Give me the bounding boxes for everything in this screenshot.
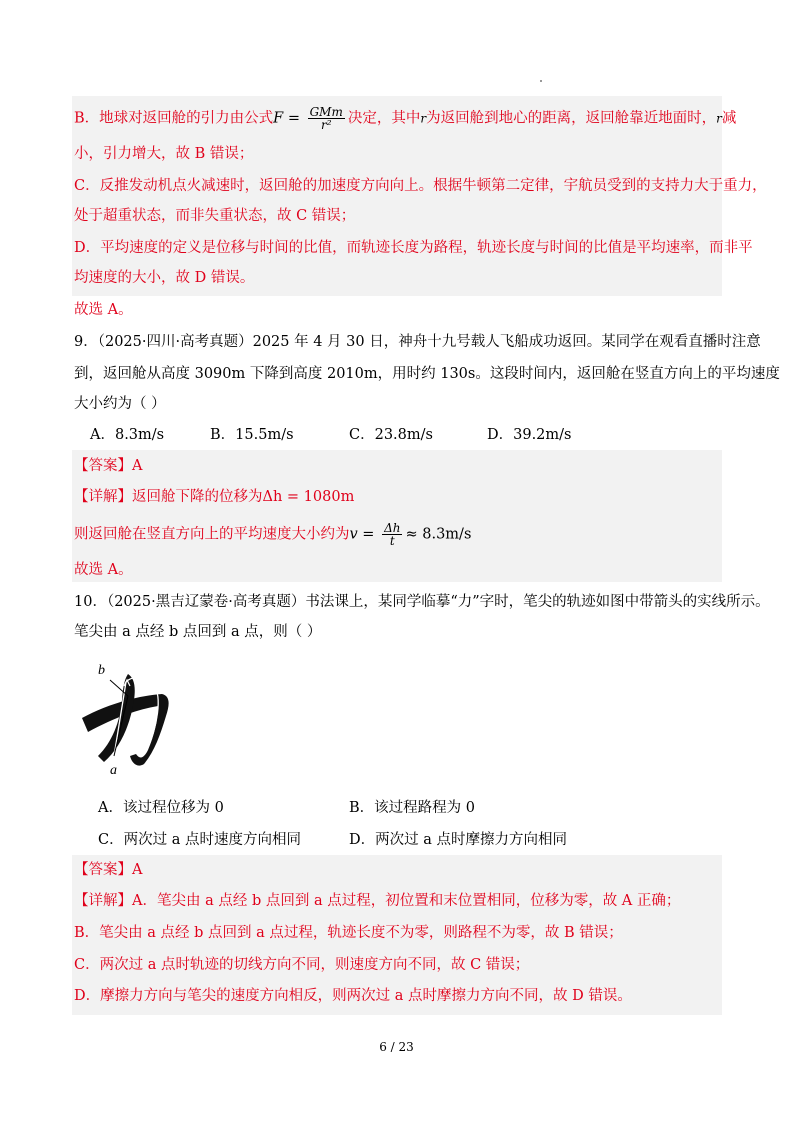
- q9-detail-line2: [74, 522, 722, 547]
- q9-stem-line1: 9．（2025·四川·高考真题）2025 年 4 月 30 日，神舟十九号载人飞船成功返回。某同学在观看直播时注意: [74, 334, 761, 350]
- q9-stem-line3: 大小约为（ ）: [74, 396, 166, 412]
- text: B．地球对返回舱的引力由公式: [74, 110, 274, 127]
- text: 决定，其中: [347, 110, 421, 127]
- label-b: b: [98, 663, 105, 678]
- calligraphy-figure: [74, 656, 184, 776]
- q8-option-d-line1: D．平均速度的定义是位移与时间的比值，而轨迹长度为路程，轨迹长度与时间的比值是平均速率，而非平: [74, 240, 753, 256]
- answer-label: 【答案】: [74, 458, 132, 474]
- q10-option-c: C．两次过 a 点时速度方向相同: [98, 832, 301, 848]
- var-r: r: [420, 111, 427, 126]
- q9-detail-line1: [74, 487, 722, 507]
- q9-option-a: A．8.3m/s: [90, 427, 165, 443]
- q10-detail-d: D．摩擦力方向与笔尖的速度方向相反，则两次过 a 点时摩擦力方向不同，故 D 错误。: [74, 988, 632, 1004]
- answer-value: A: [132, 862, 143, 878]
- q8-conclusion: 故选 A。: [74, 302, 133, 318]
- formula-f: F: [273, 110, 284, 127]
- q9-conclusion: 故选 A。: [74, 562, 133, 578]
- var-r: r: [716, 111, 722, 126]
- q10-detail-b: B．笔尖由 a 点经 b 点回到 a 点过程，轨迹长度不为零，则路程不为零，故 B 错误；: [74, 925, 623, 941]
- formula-num: GMm: [309, 105, 343, 119]
- formula-fraction: [308, 106, 345, 131]
- arrow-icon: [140, 746, 146, 753]
- formula-fraction: [382, 522, 402, 547]
- q9-answer: [74, 456, 722, 476]
- q8-option-b-line2: 小，引力增大，故 B 错误；: [74, 146, 254, 162]
- q10-detail-a: [74, 891, 722, 911]
- q8-option-c-line1: C．反推发动机点火减速时，返回舱的加速度方向向上。根据牛顿第二定律，宇航员受到的支持力大于重力，: [74, 178, 767, 194]
- text: 减: [721, 110, 737, 127]
- q9-stem-line2: 到，返回舱从高度 3090m 下降到高度 2010m，用时约 130s。这段时间内，返回舱在竖直方向上的平均速度: [74, 366, 780, 382]
- q9-option-c: C．23.8m/s: [349, 427, 433, 443]
- q10-detail-c: C．两次过 a 点时轨迹的切线方向不同，则速度方向不同，故 C 错误；: [74, 957, 530, 973]
- answer-label: 【答案】: [74, 862, 132, 878]
- formula-num: Δh: [384, 521, 401, 535]
- q9-option-d: D．39.2m/s: [487, 427, 572, 443]
- formula-den: t: [389, 534, 395, 548]
- li-character-trajectory-svg: [74, 656, 184, 776]
- answer-value: A: [132, 458, 143, 474]
- var-v: v: [349, 526, 358, 543]
- label-a: a: [110, 763, 117, 776]
- detail-text: 则返回舱在竖直方向上的平均速度大小约为: [74, 526, 350, 543]
- q9-option-b: B．15.5m/s: [210, 427, 294, 443]
- formula-den: r²: [320, 118, 332, 132]
- detail-text: 返回舱下降的位移为Δh = 1080m: [132, 489, 355, 505]
- top-mark: [540, 80, 542, 82]
- q10-option-a: A．该过程位移为 0: [98, 800, 224, 816]
- q8-option-d-line2: 均速度的大小，故 D 错误。: [74, 270, 255, 286]
- q10-option-d: D．两次过 a 点时摩擦力方向相同: [349, 832, 567, 848]
- detail-label: 【详解】: [74, 489, 132, 505]
- text: 为返回舱到地心的距离，返回舱靠近地面时，: [426, 110, 717, 127]
- q10-stem-line1: 10．（2025·黑吉辽蒙卷·高考真题）书法课上，某同学临摹“力”字时，笔尖的轨迹如图中带箭头的实线所示。: [74, 594, 770, 610]
- q10-stem-line2: 笔尖由 a 点经 b 点回到 a 点，则（ ）: [74, 624, 322, 640]
- page-number: 6 / 23: [379, 1040, 414, 1054]
- formula-result: ≈ 8.3m/s: [405, 526, 472, 543]
- q10-option-b: B．该过程路程为 0: [349, 800, 475, 816]
- q8-option-b-line1: [74, 105, 737, 132]
- detail-label: 【详解】: [74, 893, 132, 909]
- formula-eq: =: [283, 110, 305, 127]
- q10-answer: [74, 860, 722, 880]
- formula-eq: =: [357, 526, 380, 543]
- detail-text: A．笔尖由 a 点经 b 点回到 a 点过程，初位置和末位置相同，位移为零，故 A 正确；: [132, 893, 681, 909]
- q8-option-c-line2: 处于超重状态，而非失重状态，故 C 错误；: [74, 208, 356, 224]
